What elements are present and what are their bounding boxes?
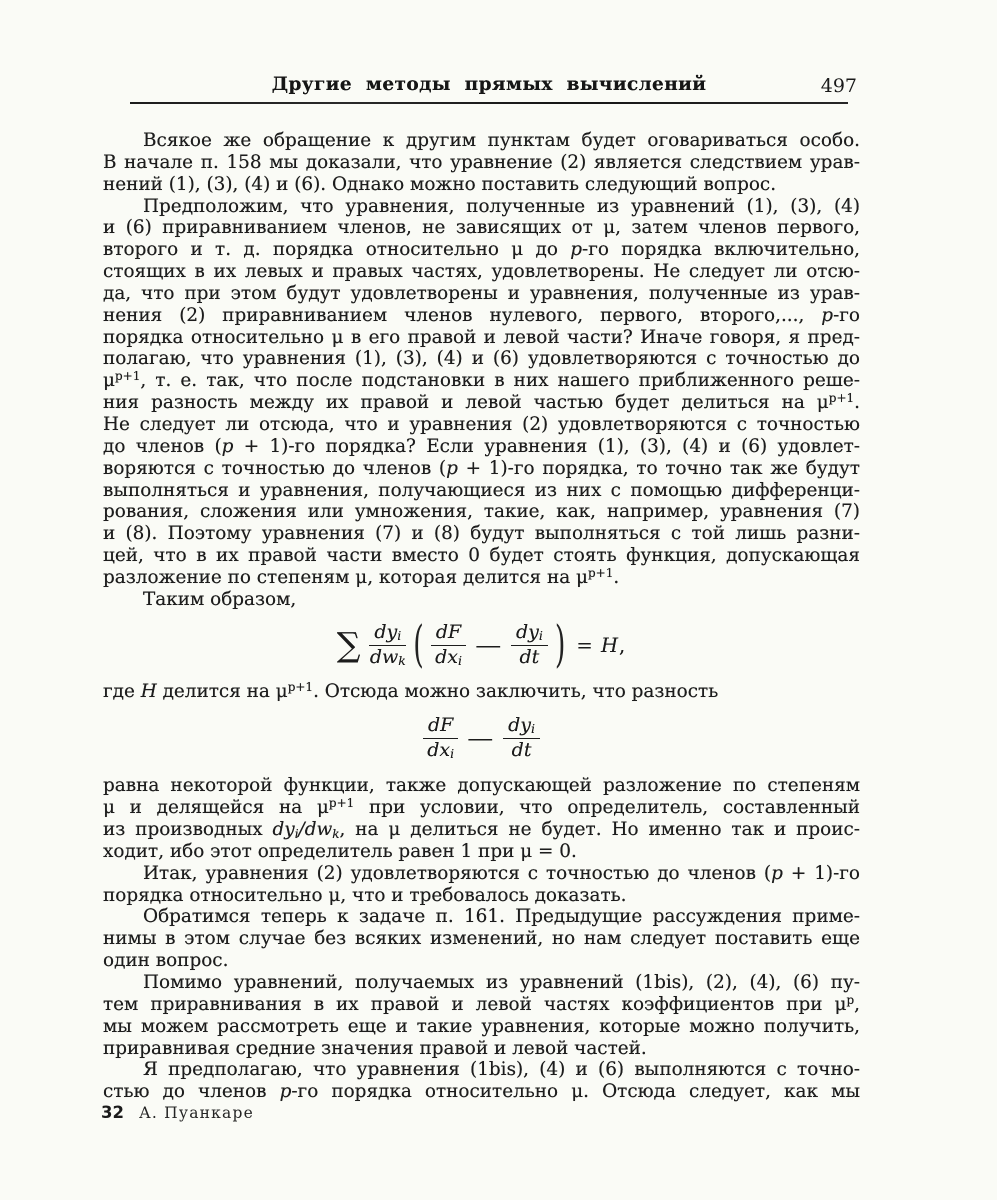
text-line: и (8). Поэтому уравнения (7) и (8) будут выполняться с той лишь разни- [103, 523, 860, 545]
text-line: равна некоторой функции, также допускающей разложение по степеням [103, 775, 860, 797]
fraction-numerator: $dy_i$ [503, 716, 540, 739]
fraction-denominator: $dw_k$ [369, 646, 406, 669]
text-line: μ и делящейся на $\mu^{p+1}$ при условии, что определитель, составленный [103, 797, 860, 819]
minus-sign: − [472, 633, 505, 658]
text-line: из производных $dy_i/dw_k$, на μ делиться не будет. Но именно так и проис- [103, 819, 860, 841]
minus-sign: − [464, 726, 497, 751]
text-line: нения (2) приравниванием членов нулевого, первого, второго,..., p-го [103, 304, 860, 326]
page-number: 497 [820, 75, 857, 97]
text-line: воряются с точностью до членов (p + 1)-го порядка, то точно так же будут [103, 457, 860, 479]
text-line: $\mu^{p+1}$, т. е. так, что после подстановки в них нашего приближенного реше- [103, 370, 860, 392]
formula-display-2 [103, 702, 860, 775]
paragraph [103, 906, 860, 972]
fraction-numerator: $dy_i$ [369, 623, 406, 646]
text-section-after-formula-2 [103, 775, 860, 1103]
fraction-denominator: $dx_i$ [427, 739, 455, 762]
text-line: Итак, уравнения (2) удовлетворяются с точностью до членов (p + 1)-го [143, 862, 860, 884]
paragraph [103, 589, 860, 611]
formula-rhs: = H, [576, 634, 627, 658]
text-line: тем приравнивания в их правой и левой частях коэффициентов при $\mu^p$, [103, 993, 860, 1015]
text-line: Я предполагаю, что уравнения (1bis), (4) и (6) выполняются с точно- [143, 1059, 860, 1081]
running-head-title: Другие методы прямых вычислений [271, 74, 707, 95]
fraction-denominator: dt [519, 646, 540, 669]
text-line: до членов (p + 1)-го порядка? Если уравнения (1), (3), (4) и (6) удовлет- [103, 435, 860, 457]
text-line: Обратимся теперь к задаче п. 161. Предыдущие рассуждения приме- [143, 906, 860, 928]
fraction-dyi-dwk [369, 623, 406, 668]
text-line: выполняться и уравнения, получающиеся из них с помощью дифференци- [103, 479, 860, 501]
text-line: ходит, ибо этот определитель равен 1 при μ = 0. [103, 840, 577, 862]
text-line: Всякое же обращение к другим пунктам будет оговариваться особо. [143, 130, 860, 151]
paragraph [103, 1059, 860, 1103]
formula-display-1 [103, 611, 860, 681]
text-line: полагаю, что уравнения (1), (3), (4) и (6) удовлетворяются с точностью до [103, 348, 860, 370]
text-line: В начале п. 158 мы доказали, что уравнение (2) является следствием урав- [103, 151, 860, 173]
author-name: А. Пуанкаре [138, 1104, 254, 1122]
text-line: и (6) приравниванием членов, не зависящих от μ, затем членов первого, [103, 217, 860, 239]
paragraph [103, 130, 860, 196]
fraction-numerator: dF [423, 716, 458, 739]
fraction-numerator: $dy_i$ [511, 623, 548, 646]
header-rule [130, 102, 848, 104]
text-line: нений (1), (3), (4) и (6). Однако можно поставить следующий вопрос. [103, 173, 777, 195]
text-line: Предположим, что уравнения, полученные из уравнений (1), (3), (4) [143, 195, 860, 217]
text-line: цей, что в их правой части вместо 0 будет стоять функция, допускающая [103, 545, 860, 567]
text-line: порядка относительно μ, что и требовалось доказать. [103, 884, 627, 906]
sheet-signature-number: 32 [101, 1103, 124, 1122]
body-text [103, 130, 860, 1103]
page-footer [101, 1103, 254, 1125]
text-line: ния разность между их правой и левой частью будет делиться на $\mu^{p+1}$. [103, 392, 860, 414]
text-line: Не следует ли отсюда, что и уравнения (2) удовлетворяются с точностью [103, 413, 860, 435]
fraction-dyi-dt [503, 716, 540, 761]
fraction-dF-dxi [431, 623, 466, 668]
text-line: второго и т. д. порядка относительно μ до p-го порядка включительно, [103, 239, 860, 261]
text-line: Таким образом, [143, 588, 297, 610]
left-parenthesis: ( [413, 616, 424, 675]
fraction-denominator: $dx_i$ [435, 646, 462, 669]
fraction-dyi-dt [511, 623, 548, 668]
text-line: мы можем рассмотреть еще и такие уравнения, которые можно получить, [103, 1015, 860, 1037]
text-line: рования, сложения или умножения, такие, как, например, уравнения (7) [103, 501, 860, 523]
summation-sign: ∑ [336, 625, 361, 665]
fraction-denominator: dt [511, 739, 532, 762]
text-line: разложение по степеням μ, которая делится на $\mu^{p+1}$. [103, 566, 620, 588]
text-line: порядка относительно μ в его правой и левой части? Иначе говоря, я пред- [103, 326, 860, 348]
paragraph [103, 196, 860, 589]
text-line: где H делится на $\mu^{p+1}$. Отсюда можно заключить, что разность [103, 680, 719, 702]
fraction-dF-dxi [423, 716, 458, 761]
text-line: один вопрос. [103, 950, 229, 972]
paragraph [103, 775, 860, 862]
paragraph [103, 972, 860, 1059]
text-line: стью до членов p-го порядка относительно μ. Отсюда следует, как мы [103, 1081, 860, 1103]
running-head [130, 74, 857, 100]
fraction-numerator: dF [431, 623, 466, 646]
text-section-between-formulas [103, 681, 860, 703]
text-line: Помимо уравнений, получаемых из уравнений (1bis), (2), (4), (6) пу- [143, 972, 860, 993]
text-line: да, что при этом будут удовлетворены и уравнения, полученные из урав- [103, 282, 860, 304]
text-line: нимы в этом случае без всяких изменений, но нам следует поставить еще [103, 928, 860, 950]
text-line: стоящих в их левых и правых частях, удовлетворены. Не следует ли отсю- [103, 261, 860, 283]
right-parenthesis: ) [554, 616, 566, 675]
paragraph [103, 681, 860, 703]
text-line: приравнивая средние значения правой и левой частей. [103, 1037, 647, 1059]
paragraph [103, 863, 860, 907]
text-section-before-formula-1 [103, 130, 860, 611]
